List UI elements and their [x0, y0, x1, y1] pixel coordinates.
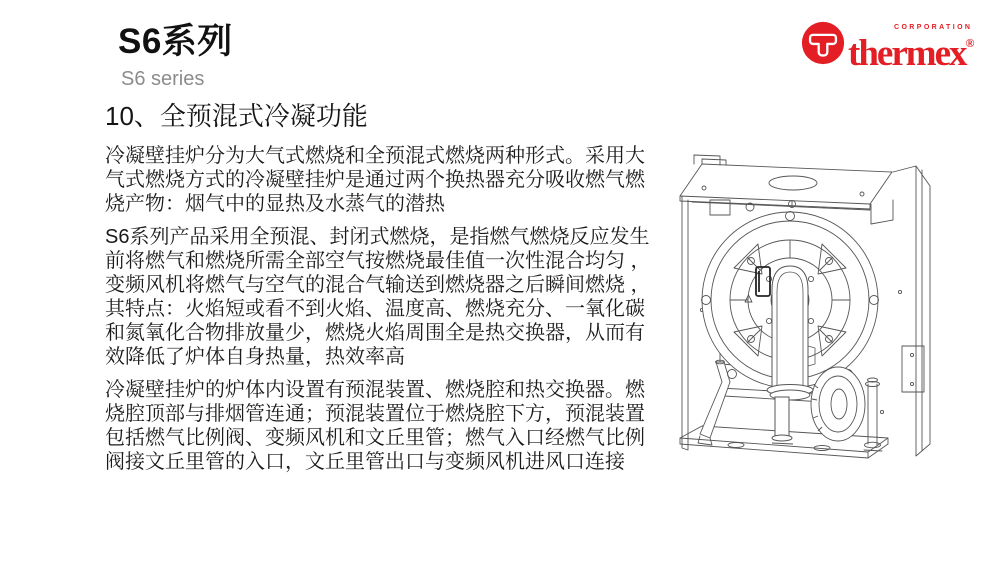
thermex-t-icon: [800, 20, 846, 66]
paragraph-3: [105, 378, 665, 474]
text-line: 和氮氧化合物排放量少，燃烧火焰周围全是热交换器，从而有: [105, 322, 645, 344]
text-line: S6系列产品采用全预混、封闭式燃烧，是指燃气燃烧反应发生: [105, 226, 650, 248]
text-line: 包括燃气比例阀、变频风机和文丘里管；燃气入口经燃气比例: [105, 427, 645, 449]
registered-mark: ®: [965, 36, 975, 50]
text-line: 效降低了炉体自身热量，热效率高: [105, 346, 405, 368]
text-line: 其特点：火焰短或看不到火焰、温度高、燃烧充分、一氧化碳: [105, 298, 645, 320]
paragraph-1: [105, 144, 665, 216]
text-line: 阀接文丘里管的入口，文丘里管出口与变频风机进风口连接: [105, 451, 625, 473]
corporation-label: CORPORATION: [894, 24, 973, 31]
text-line: 前将燃气和燃烧所需全部空气按燃烧最佳值一次性混合均匀 ，: [105, 250, 651, 272]
text-line: 烧产物：烟气中的显热及水蒸气的潜热: [105, 193, 445, 215]
boiler-internal-diagram: [672, 150, 942, 470]
paragraph-2: [105, 225, 665, 369]
section-title: 10、全预混式冷凝功能: [105, 101, 368, 131]
text-line: 烧腔顶部与排烟管连通；预混装置位于燃烧腔下方，预混装置: [105, 403, 645, 425]
brand-name: thermex: [848, 33, 966, 74]
body-text: [105, 144, 665, 483]
brand-wordmark: [848, 22, 974, 75]
text-line: 冷凝壁挂炉的炉体内设置有预混装置、燃烧腔和热交换器。燃: [105, 379, 645, 401]
text-line: 变频风机将燃气与空气的混合气输送到燃烧器之后瞬间燃烧 ，: [105, 274, 651, 296]
page-title: S6系列: [118, 22, 233, 61]
text-line: 气式燃烧方式的冷凝壁挂炉是通过两个换热器充分吸收燃气燃: [105, 169, 645, 191]
text-line: 冷凝壁挂炉分为大气式燃烧和全预混式燃烧两种形式。采用大: [105, 145, 645, 167]
thermex-logo: [798, 18, 988, 74]
page-subtitle: S6 series: [121, 68, 205, 90]
